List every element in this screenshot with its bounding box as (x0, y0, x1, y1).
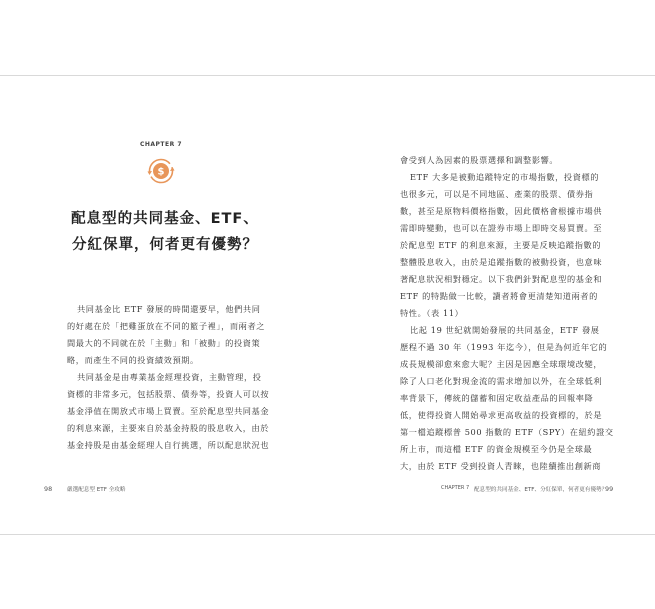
svg-text:$: $ (157, 166, 165, 178)
body-line: 整體股息收入，由於是追蹤指數的被動投資，也意味 (400, 257, 603, 267)
body-line: 特性。（表 11） (400, 308, 464, 318)
body-line: 基金持股是由基金經理人自行挑選，所以配息狀況也 (67, 440, 270, 450)
body-line: 需即時變動，也可以在證券市場上即時交易買賣。至 (400, 223, 603, 233)
body-line: 著配息狀況相對穩定。以下我們針對配息型的基金和 (400, 274, 603, 284)
body-line: 會受到人為因素的股票選擇和調整影響。 (400, 155, 559, 165)
body-line: 比起 19 世紀就開始發展的共同基金，ETF 發展 (410, 325, 600, 335)
body-line: 資標的非常多元，包括股票、債券等，投資人可以按 (67, 389, 270, 399)
page-number-left: 98 (44, 485, 53, 493)
running-head-right: 配息型的共同基金、ETF、分紅保單，何者更有優勢？ (474, 487, 608, 493)
body-line: 歷程不過 30 年（1993 年迄今），但是為何近年它的 (400, 342, 608, 352)
body-line: 共同基金比 ETF 發展的時間還要早，他們共同 (77, 304, 261, 314)
top-border-rule (0, 75, 655, 76)
running-head-chapter-right: CHAPTER 7 (441, 485, 470, 491)
body-line: 除了人口老化對現金流的需求增加以外，在全球低利 (400, 376, 603, 386)
body-line: 數，甚至是原物料價格指數，因此價格會根據市場供 (400, 206, 603, 216)
body-line: ETF 的特點做一比較，讀者將會更清楚知道兩者的 (400, 291, 598, 301)
dollar-cycle-icon (147, 157, 175, 185)
body-line: 的好處在於「把雞蛋放在不同的籃子裡」，而兩者之 (67, 321, 266, 331)
body-line: 也很多元，可以是不同地區、產業的股票、債券指 (400, 189, 594, 199)
body-line: 大，由於 ETF 受到投資人青睞，也陸續推出創新商 (400, 461, 602, 471)
running-head-left: 嚴選配息型 ETF 全攻略 (67, 487, 126, 493)
body-line: 率背景下，傳統的儲蓄和固定收益產品的回報率降 (400, 393, 594, 403)
chapter-title-line-2: 分紅保單，何者更有優勢？ (72, 237, 258, 253)
body-line: 間最大的不同就在於「主動」和「被動」的投資策 (67, 338, 261, 348)
body-line: 共同基金是由專業基金經理投資，主動管理，投 (77, 372, 262, 382)
body-line: 所上市，而這檔 ETF 的資金規模至今仍是全球最 (400, 444, 593, 454)
chapter-title-line-1: 配息型的共同基金、ETF、 (71, 211, 259, 227)
bottom-border-rule (0, 534, 655, 535)
body-line: 略，而產生不同的投資績效預期。 (67, 355, 199, 365)
body-line: 低，使得投資人開始尋求更高收益的投資標的，於是 (400, 410, 603, 420)
body-line: 第一檔追蹤標普 500 指數的 ETF（SPY）在紐約證交 (400, 427, 614, 437)
body-line: ETF 大多是被動追蹤特定的市場指數，投資標的 (410, 172, 600, 182)
body-line: 基金淨值在開放式市場上買賣。至於配息型共同基金 (67, 406, 270, 416)
page-number-right: 99 (605, 485, 614, 493)
body-line: 成長規模卻愈來愈大呢？主因是因應全球環境改變， (400, 359, 603, 369)
chapter-label: CHAPTER 7 (139, 141, 183, 148)
body-line: 於配息型 ETF 的利息來源，主要是反映追蹤指數的 (400, 240, 602, 250)
body-line: 的利息來源，主要來自於基金持股的股息收入，由於 (67, 423, 270, 433)
